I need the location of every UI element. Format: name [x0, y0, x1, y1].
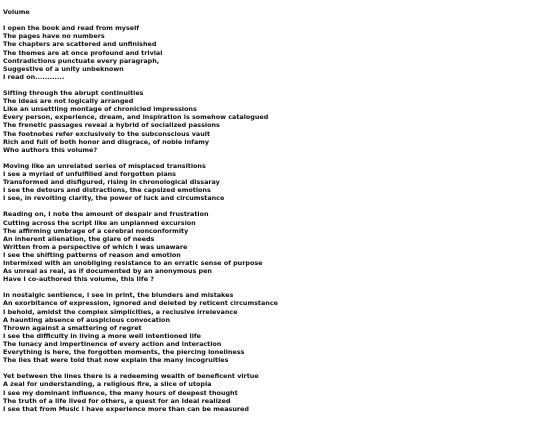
- poem-line: Reading on, I note the amount of despair and frustration: [3, 210, 209, 219]
- poem-body: [3, 24, 533, 413]
- poem-stanza: [3, 89, 533, 154]
- poem-line: I read on............: [3, 72, 65, 81]
- poem-line: Yet between the lines there is a redeeming wealth of beneficent virtue: [3, 372, 259, 381]
- poem-line: I see the difficulty in living a more well intentioned life: [3, 331, 202, 340]
- poem-line: The affirming umbrage of a cerebral nonconformity: [3, 226, 189, 235]
- poem-line: I see my dominant influence, the many hours of deepest thought: [3, 388, 238, 397]
- poem-line: The lunacy and impertinence of every action and interaction: [3, 339, 222, 348]
- poem-stanza: [3, 210, 533, 283]
- poem-stanza: [3, 24, 533, 81]
- poem-line: I see the detours and distractions, the capsized emotions: [3, 186, 211, 195]
- poem-line: I see that from Music I have experience more than can be measured: [3, 404, 249, 413]
- poem-line: An exorbitance of expression, ignored and deleted by reticent circumstance: [3, 299, 278, 308]
- poem-line: Have I co-authored this volume, this life ?: [3, 275, 154, 284]
- poem-line: I behold, amidst the complex simplicities, a reclusive irrelevance: [3, 307, 238, 316]
- poem-line: Thrown against a smattering of regret: [3, 323, 142, 332]
- poem-line: The lies that were told that now explain the many incogruities: [3, 356, 229, 365]
- poem-line: I open the book and read from myself: [3, 24, 140, 33]
- poem-stanza: [3, 162, 533, 202]
- poem-line: Moving like an unrelated series of misplaced transitions: [3, 161, 206, 170]
- poem-line: The themes are at once profound and trivial: [3, 48, 163, 57]
- poem-line: The truth of a life lived for others, a quest for an Ideal realized: [3, 396, 231, 405]
- poem-line: Written from a perspective of which I was unaware: [3, 242, 188, 251]
- poem-line: Intermixed with an unobliging resistance to an erratic sense of purpose: [3, 259, 263, 267]
- poem-line: Every person, experience, dream, and inspiration is somehow catalogued: [3, 113, 269, 122]
- poem-stanza: [3, 372, 533, 412]
- poem-stanza: [3, 291, 533, 364]
- poem-document: [3, 8, 533, 421]
- poem-line: The frenetic passages reveal a hybrid of socialized passions: [3, 121, 220, 130]
- poem-line: Transformed and disfigured, rising in chronological dissaray: [3, 178, 220, 187]
- poem-line: Cutting across the script like an unplanned excursion: [3, 218, 196, 227]
- poem-line: An inherent alienation, the glare of needs: [3, 234, 155, 243]
- poem-line: I see the shifting patterns of reason and emotion: [3, 250, 181, 259]
- poem-line: A haunting absence of auspicious convocation: [3, 315, 170, 324]
- poem-line: A zeal for understanding, a religious fire, a slice of utopia: [3, 380, 212, 389]
- poem-line: Like an unsettling montage of chronicled impressions: [3, 105, 197, 114]
- poem-line: Contradictions punctuate every paragraph,: [3, 56, 160, 65]
- poem-line: The pages have no numbers: [3, 32, 105, 41]
- poem-line: Everything is here, the forgotten moments, the piercing loneliness: [3, 348, 245, 357]
- poem-line: I see a myriad of unfulfilled and forgotten plans: [3, 169, 176, 178]
- poem-line: Suggestive of a unity unbeknown: [3, 64, 124, 73]
- poem-line: I see, in revolting clarity, the power of luck and circumstance: [3, 194, 225, 203]
- poem-line: Rich and full of both honor and disgrace, of noble infamy: [3, 137, 210, 146]
- poem-title: Volume: [3, 8, 30, 16]
- poem-line: Who authors this volume?: [3, 145, 98, 154]
- poem-line: In nostalgic sentience, I see in print, the blunders and mistakes: [3, 291, 234, 300]
- poem-line: As unreal as real, as if documented by an anonymous pen: [3, 267, 212, 276]
- poem-line: Sifting through the abrupt continuities: [3, 89, 144, 98]
- poem-line: The chapters are scattered and unfinished: [3, 40, 157, 49]
- poem-line: The footnotes refer exclusively to the subconscious vault: [3, 129, 210, 138]
- poem-line: The ideas are not logically arranged: [3, 97, 134, 106]
